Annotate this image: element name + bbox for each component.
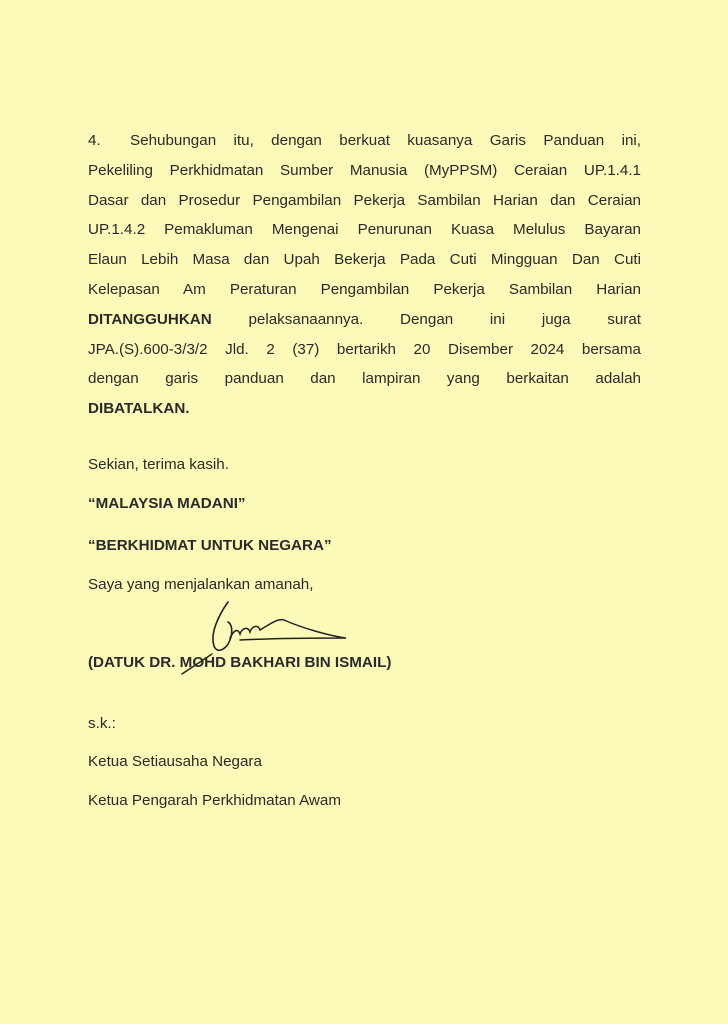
paragraph-line: 4. Sehubungan itu, dengan berkuat kuasanya Garis Panduan ini, <box>88 126 641 156</box>
paragraph-line: dengan garis panduan dan lampiran yang berkaitan adalah <box>88 370 641 388</box>
closing-thanks: Sekian, terima kasih. <box>88 456 229 473</box>
paragraph-number: 4. <box>88 132 101 149</box>
closing-amanah: Saya yang menjalankan amanah, <box>88 576 314 593</box>
dibatalkan-bold: DIBATALKAN. <box>88 400 190 418</box>
cc-recipient: Ketua Pengarah Perkhidmatan Awam <box>88 792 342 809</box>
motto-malaysia-madani: “MALAYSIA MADANI” <box>88 495 246 512</box>
cc-label: s.k.: <box>88 715 116 732</box>
paragraph-line: JPA.(S).600-3/3/2 Jld. 2 (37) bertarikh 20 Disember 2024 bersama <box>88 340 641 358</box>
paragraph-line: Kelepasan Am Peraturan Pengambilan Pekerja Sambilan Harian <box>88 280 641 298</box>
cc-recipient: Ketua Setiausaha Negara <box>88 753 262 770</box>
paragraph-line: Elaun Lebih Masa dan Upah Bekerja Pada Cuti Mingguan Dan Cuti <box>88 251 641 269</box>
motto-berkhidmat: “BERKHIDMAT UNTUK NEGARA” <box>88 537 332 554</box>
ditangguhkan-bold: DITANGGUHKAN <box>88 310 212 328</box>
paragraph-line: UP.1.4.2 Pemakluman Mengenai Penurunan Kuasa Melulus Bayaran <box>88 221 641 239</box>
paragraph-4 <box>88 126 641 424</box>
paragraph-line: Pekeliling Perkhidmatan Sumber Manusia (MyPPSM) Ceraian UP.1.4.1 <box>88 161 641 179</box>
paragraph-line: DITANGGUHKAN pelaksanaannya. Dengan ini juga surat <box>88 310 641 328</box>
signatory-name: (DATUK DR. MOHD BAKHARI BIN ISMAIL) <box>88 654 392 671</box>
paragraph-line: Dasar dan Prosedur Pengambilan Pekerja Sambilan Harian dan Ceraian <box>88 191 641 209</box>
